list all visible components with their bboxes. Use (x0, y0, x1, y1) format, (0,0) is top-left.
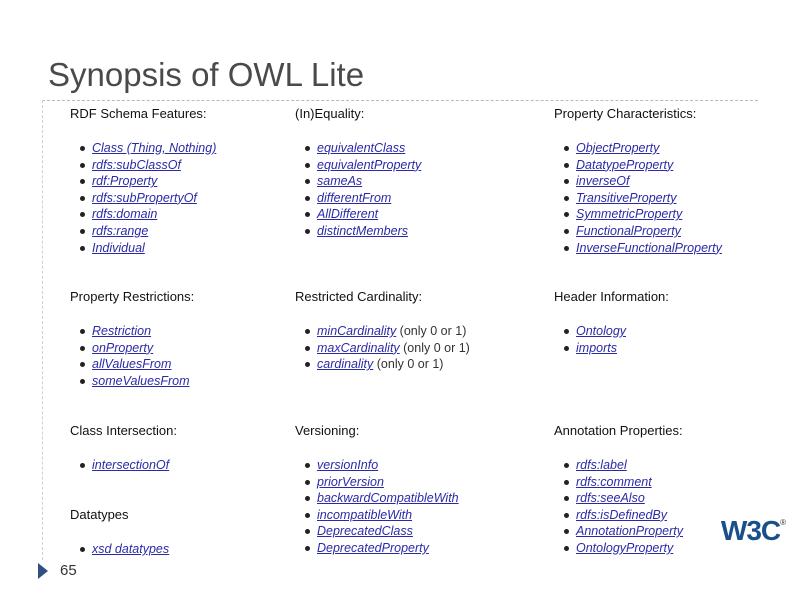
section-heading: Annotation Properties: (554, 423, 683, 438)
term-link[interactable]: Class (Thing, Nothing) (92, 141, 217, 155)
term-link[interactable]: TransitiveProperty (576, 190, 677, 205)
term-link[interactable]: minCardinality (317, 324, 397, 338)
list-item (576, 223, 722, 240)
term-link[interactable]: xsd datatypes (92, 542, 170, 556)
list-item (576, 523, 683, 540)
term-link[interactable]: DeprecatedProperty (317, 540, 429, 555)
term-link[interactable]: rdfs:subClassOf (92, 157, 181, 172)
section-in-equality (295, 106, 421, 240)
list-item (576, 140, 722, 157)
section-heading: Restricted Cardinality: (295, 289, 423, 304)
section-property-characteristics (554, 106, 722, 256)
term-link[interactable]: versionInfo (317, 458, 379, 472)
term-link[interactable]: differentFrom (317, 190, 392, 205)
term-link[interactable]: rdfs:label (576, 458, 627, 472)
term-list (70, 323, 194, 389)
list-item (576, 474, 683, 491)
term-list (295, 323, 470, 373)
list-item (317, 457, 459, 474)
section-heading: Property Restrictions: (70, 289, 195, 304)
list-item (576, 490, 683, 507)
section-heading: RDF Schema Features: (70, 106, 207, 121)
term-list (554, 140, 722, 256)
term-link[interactable]: SymmetricProperty (576, 207, 683, 222)
list-item (92, 157, 216, 174)
term-note: (only 0 or 1) (396, 324, 467, 338)
term-list (70, 541, 169, 558)
section-datatypes (70, 507, 169, 558)
list-item (317, 223, 421, 240)
section-heading: Header Information: (554, 289, 669, 304)
section-rdf-schema-features (70, 106, 216, 256)
term-link[interactable]: OntologyProperty (576, 540, 674, 555)
term-link[interactable]: InverseFunctionalProperty (576, 240, 722, 255)
list-item (92, 190, 216, 207)
section-class-intersection (70, 423, 177, 474)
term-link[interactable]: equivalentClass (317, 141, 406, 155)
list-item (317, 507, 459, 524)
section-heading: Versioning: (295, 423, 360, 438)
section-property-restrictions (70, 289, 194, 389)
term-link[interactable]: rdfs:domain (92, 207, 158, 222)
term-link[interactable]: onProperty (92, 340, 154, 355)
term-link[interactable]: FunctionalProperty (576, 223, 681, 238)
term-link[interactable]: rdfs:range (92, 223, 149, 238)
term-link[interactable]: distinctMembers (317, 223, 408, 238)
term-link[interactable]: incompatibleWith (317, 507, 413, 522)
list-item (92, 373, 194, 390)
term-link[interactable]: equivalentProperty (317, 157, 422, 172)
term-link[interactable]: rdfs:seeAlso (576, 491, 645, 506)
list-item (92, 173, 216, 190)
term-link[interactable]: rdfs:isDefinedBy (576, 507, 668, 522)
page-number: 65 (60, 562, 77, 579)
term-link[interactable]: Ontology (576, 324, 627, 338)
term-note: (only 0 or 1) (373, 357, 444, 372)
term-link[interactable]: ObjectProperty (576, 141, 660, 155)
w3c-logo-text: W3C (720, 515, 781, 546)
list-item (576, 540, 683, 557)
list-item (92, 223, 216, 240)
title-divider (42, 100, 758, 101)
term-link[interactable]: Individual (92, 240, 145, 255)
list-item (92, 206, 216, 223)
term-link[interactable]: inverseOf (576, 174, 630, 189)
list-item (317, 474, 459, 491)
term-note: (only 0 or 1) (399, 340, 470, 355)
section-annotation-properties (554, 423, 683, 557)
section-heading: Class Intersection: (70, 423, 177, 438)
list-item (317, 157, 421, 174)
list-item (317, 490, 459, 507)
term-list (70, 140, 216, 256)
list-item (317, 540, 459, 557)
term-link[interactable]: sameAs (317, 174, 363, 189)
list-item (92, 323, 194, 340)
term-list (295, 457, 459, 557)
list-item (92, 240, 216, 257)
term-link[interactable]: backwardCompatibleWith (317, 491, 459, 506)
section-heading: Datatypes (70, 507, 129, 522)
list-item (317, 140, 421, 157)
registered-mark: ® (780, 517, 786, 527)
term-link[interactable]: intersectionOf (92, 458, 170, 472)
term-link[interactable]: DeprecatedClass (317, 524, 413, 539)
term-link[interactable]: rdfs:comment (576, 474, 652, 489)
term-link[interactable]: someValuesFrom (92, 373, 190, 388)
section-heading: Property Characteristics: (554, 106, 697, 121)
list-item (576, 340, 669, 357)
section-restricted-cardinality (295, 289, 470, 373)
list-item (92, 457, 177, 474)
list-item (92, 356, 194, 373)
w3c-logo (720, 512, 786, 550)
section-heading: (In)Equality: (295, 106, 365, 121)
list-item (317, 523, 459, 540)
term-list (70, 457, 177, 474)
list-item (317, 356, 470, 373)
list-item (576, 323, 669, 340)
footer-arrow-icon (38, 563, 48, 579)
term-link[interactable]: priorVersion (317, 474, 384, 489)
list-item (317, 173, 421, 190)
list-item (576, 157, 722, 174)
left-margin-rule (42, 100, 43, 560)
list-item (317, 206, 421, 223)
term-link[interactable]: DatatypeProperty (576, 157, 674, 172)
list-item (576, 173, 722, 190)
page-title: Synopsis of OWL Lite (48, 56, 365, 93)
term-link[interactable]: cardinality (317, 357, 374, 372)
list-item (317, 323, 470, 340)
term-link[interactable]: allValuesFrom (92, 357, 172, 372)
term-list (554, 457, 683, 557)
list-item (576, 457, 683, 474)
list-item (317, 190, 421, 207)
list-item (92, 140, 216, 157)
list-item (92, 340, 194, 357)
list-item (92, 541, 169, 558)
list-item (317, 340, 470, 357)
section-versioning (295, 423, 459, 557)
list-item (576, 240, 722, 257)
term-list (295, 140, 421, 240)
term-link[interactable]: AnnotationProperty (576, 524, 684, 539)
term-link[interactable]: rdfs:subPropertyOf (92, 190, 197, 205)
term-link[interactable]: Restriction (92, 324, 152, 338)
term-link[interactable]: AllDifferent (317, 207, 379, 222)
term-link[interactable]: maxCardinality (317, 340, 400, 355)
section-header-information (554, 289, 669, 356)
term-link[interactable]: rdf:Property (92, 174, 158, 189)
list-item (576, 206, 722, 223)
term-link[interactable]: imports (576, 340, 617, 355)
list-item (576, 507, 683, 524)
list-item (576, 190, 722, 207)
term-list (554, 323, 669, 356)
